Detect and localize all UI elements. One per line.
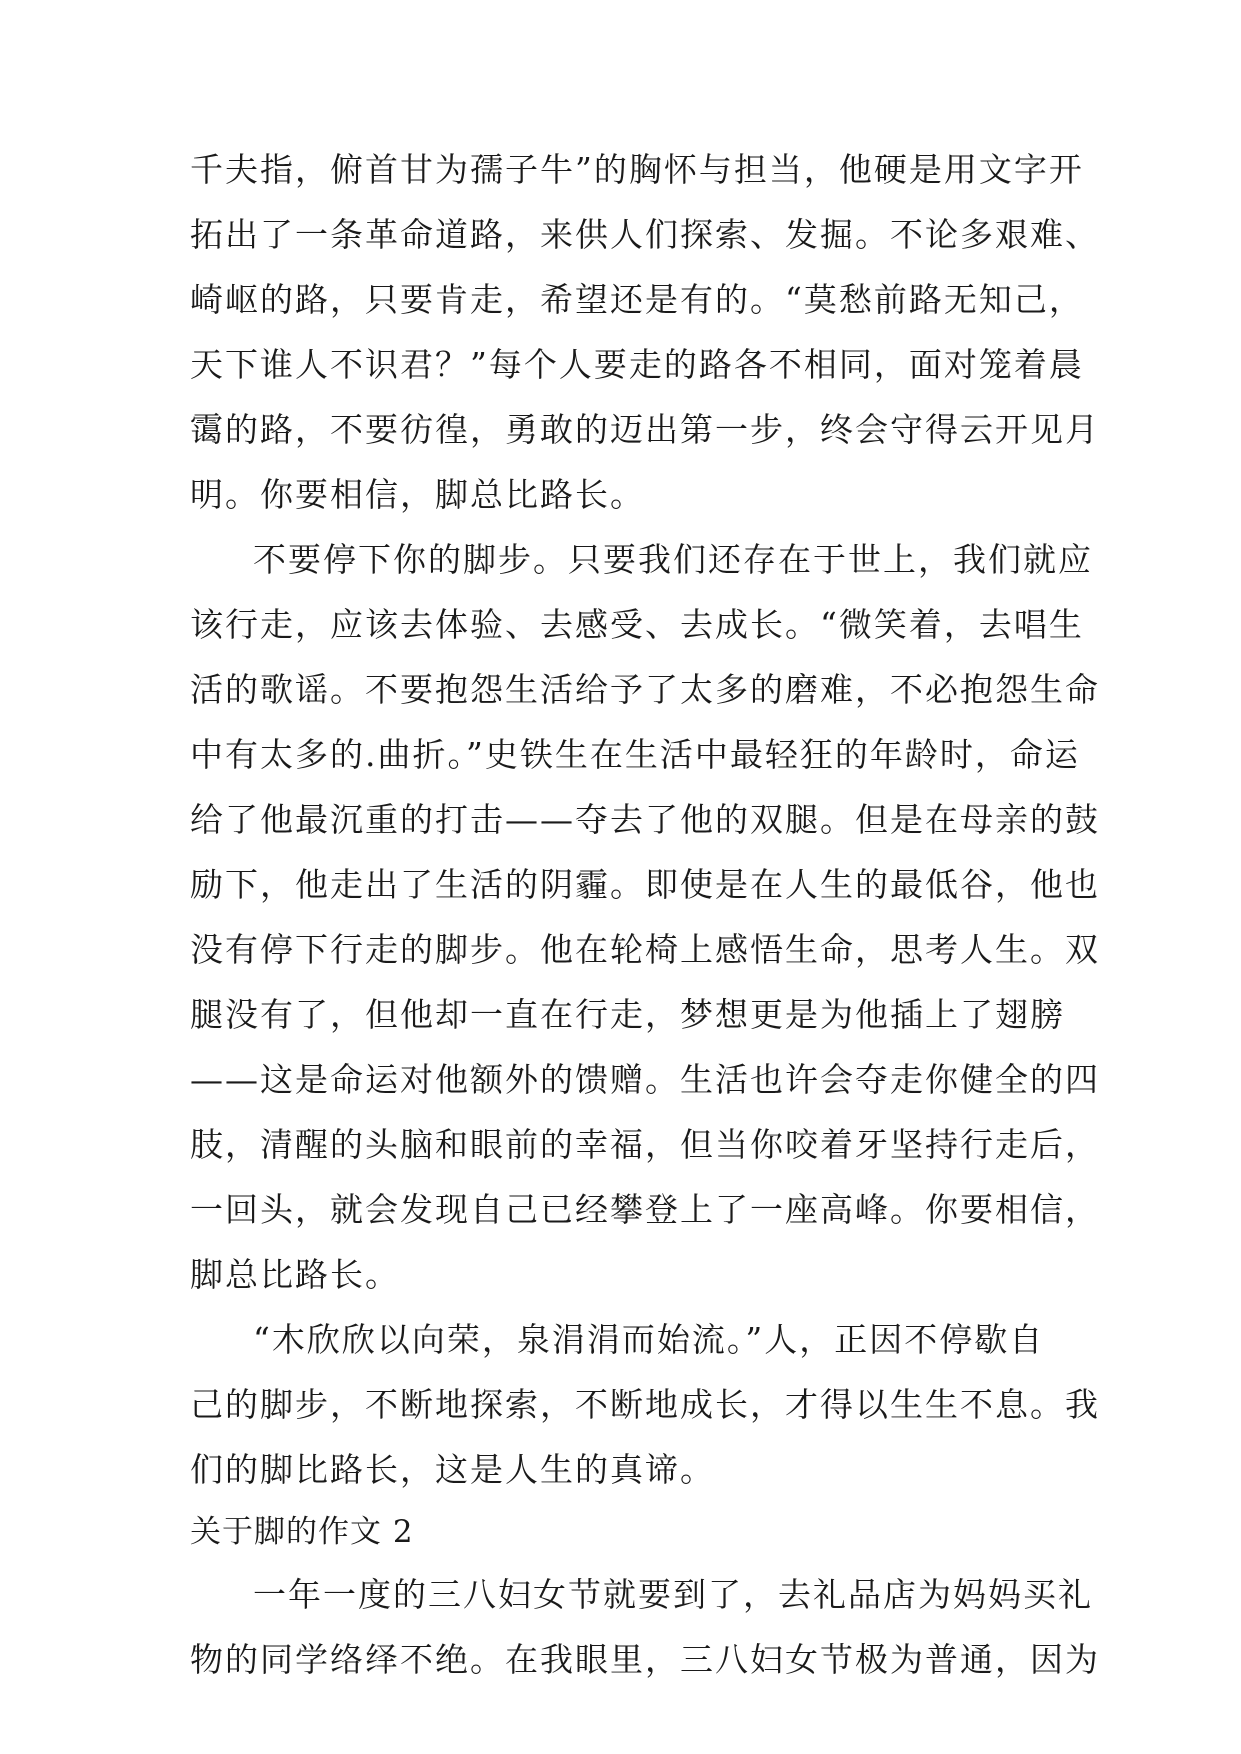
section-heading: 关于脚的作文 2 <box>190 1514 414 1550</box>
body-text-line: 脚总比路长。 <box>190 1255 400 1294</box>
body-text-line: 一回头，就会发现自己已经攀登上了一座高峰。你要相信， <box>190 1190 1100 1229</box>
body-text-line: 千夫指，俯首甘为孺子牛”的胸怀与担当，他硬是用文字开 <box>190 150 1084 189</box>
paragraph-first-line: 一年一度的三八妇女节就要到了，去礼品店为妈妈买礼 <box>253 1575 1093 1614</box>
body-text-line: 没有停下行走的脚步。他在轮椅上感悟生命，思考人生。双 <box>190 930 1100 969</box>
body-text-line: 们的脚比路长，这是人生的真谛。 <box>190 1450 715 1489</box>
body-text-line: 拓出了一条革命道路，来供人们探索、发掘。不论多艰难、 <box>190 215 1100 254</box>
body-text-line: 明。你要相信，脚总比路长。 <box>190 475 645 514</box>
body-text-line: 腿没有了，但他却一直在行走，梦想更是为他插上了翅膀 <box>190 995 1065 1034</box>
body-text-line: 物的同学络绎不绝。在我眼里，三八妇女节极为普通，因为 <box>190 1640 1100 1679</box>
body-text-line: 崎岖的路，只要肯走，希望还是有的。“莫愁前路无知己， <box>190 280 1084 319</box>
body-text-line: 活的歌谣。不要抱怨生活给予了太多的磨难，不必抱怨生命 <box>190 670 1100 709</box>
body-text-line: 天下谁人不识君？”每个人要走的路各不相同，面对笼着晨 <box>190 345 1084 384</box>
body-text-line: 给了他最沉重的打击——夺去了他的双腿。但是在母亲的鼓 <box>190 800 1100 839</box>
body-text-line: 己的脚步，不断地探索，不断地成长，才得以生生不息。我 <box>190 1385 1100 1424</box>
body-text-line: ——这是命运对他额外的馈赠。生活也许会夺走你健全的四 <box>190 1060 1100 1099</box>
paragraph-first-line: “木欣欣以向荣，泉涓涓而始流。”人，正因不停歇自 <box>253 1320 1045 1359</box>
body-text-line: 中有太多的.曲折。”史铁生在生活中最轻狂的年龄时，命运 <box>190 735 1080 774</box>
body-text-line: 肢，清醒的头脑和眼前的幸福，但当你咬着牙坚持行走后， <box>190 1125 1100 1164</box>
body-text-line: 励下，他走出了生活的阴霾。即使是在人生的最低谷，他也 <box>190 865 1100 904</box>
body-text-line: 霭的路，不要彷徨，勇敢的迈出第一步，终会守得云开见月 <box>190 410 1100 449</box>
paragraph-first-line: 不要停下你的脚步。只要我们还存在于世上，我们就应 <box>253 540 1093 579</box>
body-text-line: 该行走，应该去体验、去感受、去成长。“微笑着，去唱生 <box>190 605 1084 644</box>
